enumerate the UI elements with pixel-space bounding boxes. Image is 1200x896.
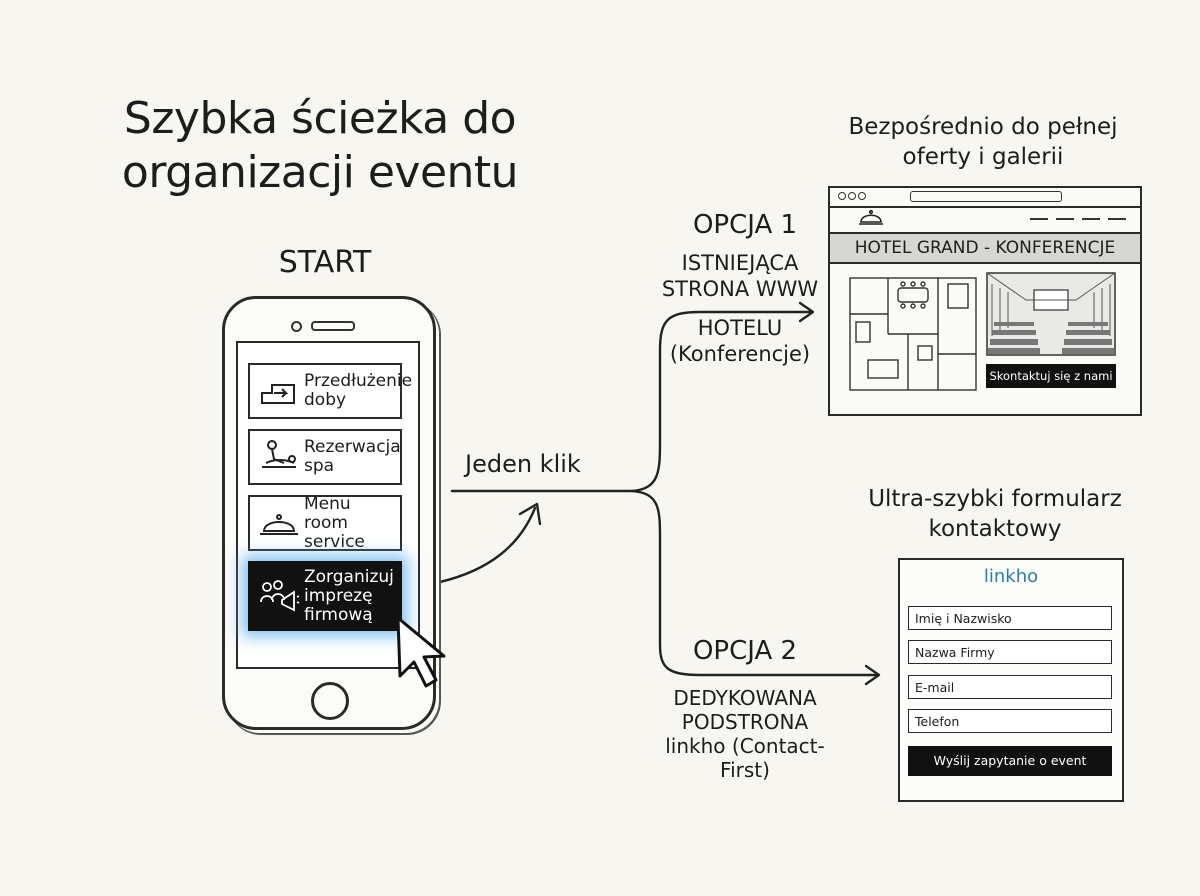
camera-icon (291, 321, 302, 332)
pointer-cursor-icon (392, 612, 458, 692)
option1-subtitle: HOTELU (Konferencje) (669, 316, 811, 366)
option1-description: ISTNIEJĄCA STRONA WWW (661, 251, 819, 301)
window-dot-icon (838, 192, 846, 200)
menu-item-label: Zorganizuj imprezę firmową (304, 566, 394, 625)
spa-massage-icon (258, 439, 300, 475)
url-bar[interactable] (910, 191, 1062, 202)
menu-item-label: Przedłużenie doby (304, 371, 413, 410)
hotel-website-mockup (828, 186, 1142, 416)
nav-link[interactable] (1056, 218, 1074, 220)
menu-item-label: Menu room service (304, 493, 365, 552)
contact-us-button[interactable]: Skontaktuj się z nami (986, 364, 1116, 388)
cloche-logo-icon (858, 208, 884, 226)
floor-plan-image (848, 274, 978, 394)
start-label: START (278, 245, 372, 280)
option2-heading: OPCJA 2 (692, 636, 798, 666)
menu-item-room-service[interactable] (248, 495, 402, 551)
nav-link[interactable] (1030, 218, 1048, 220)
group-megaphone-icon (258, 578, 300, 614)
nav-link[interactable] (1108, 218, 1126, 220)
nav-link[interactable] (1082, 218, 1100, 220)
linkho-contact-form (898, 558, 1124, 802)
window-dot-icon (858, 192, 866, 200)
menu-item-corporate-event[interactable] (248, 561, 402, 631)
option1-heading: OPCJA 1 (692, 210, 798, 240)
email-field[interactable]: E-mail (908, 675, 1112, 699)
page-title: Szybka ścieżka do organizacji eventu (121, 93, 519, 198)
hotel-title-bar: HOTEL GRAND - KONFERENCJE (830, 232, 1140, 264)
option1-caption: Bezpośrednio do pełnej oferty i galerii (848, 114, 1118, 170)
option2-caption: Ultra-szybki formularz kontaktowy (868, 486, 1122, 542)
home-button[interactable] (311, 682, 349, 720)
window-dot-icon (848, 192, 856, 200)
company-field[interactable]: Nazwa Firmy (908, 640, 1112, 664)
menu-item-extend-stay[interactable] (248, 363, 413, 419)
extend-stay-icon (258, 373, 300, 409)
name-field[interactable]: Imię i Nazwisko (908, 606, 1112, 630)
speaker-icon (311, 321, 355, 331)
conference-room-image (986, 272, 1116, 356)
submit-event-request-button[interactable]: Wyślij zapytanie o event (908, 746, 1112, 776)
linkho-logo: linkho (983, 566, 1039, 587)
menu-item-spa[interactable] (248, 429, 402, 485)
cloche-icon (258, 505, 300, 541)
one-click-label: Jeden klik (465, 450, 581, 478)
phone-field[interactable]: Telefon (908, 709, 1112, 733)
browser-toolbar (830, 188, 1140, 208)
option2-description: DEDYKOWANA PODSTRONA linkho (Contact-First) (665, 686, 825, 782)
menu-item-label: Rezerwacja spa (304, 437, 401, 476)
